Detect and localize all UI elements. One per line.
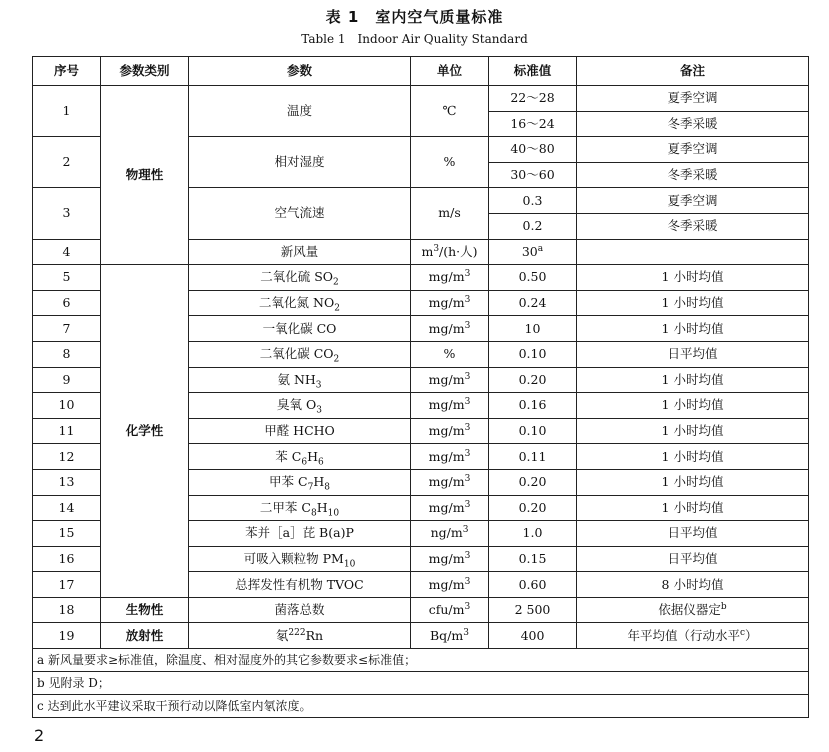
unit-cell: $m^3/(h\cdot$人): [411, 239, 489, 265]
param-cell: 氨 $NH_3$: [189, 367, 411, 393]
category-radioactive: 放射性: [101, 623, 189, 649]
remark-cell: 1 小时均值: [577, 393, 809, 419]
remark-cell: 1 小时均值: [577, 265, 809, 291]
remark-cell: 夏季空调: [577, 188, 809, 214]
value-cell: 10: [489, 316, 577, 342]
param-cell: 总挥发性有机物 TVOC: [189, 572, 411, 598]
remark-cell: 1 小时均值: [577, 316, 809, 342]
seq-cell: 4: [33, 239, 101, 265]
remark-cell: 1 小时均值: [577, 367, 809, 393]
unit-cell: $mg/m^3$: [411, 495, 489, 521]
param-cell: 相对湿度: [189, 137, 411, 188]
seq-cell: 3: [33, 188, 101, 239]
unit-cell: m/s: [411, 188, 489, 239]
seq-cell: 8: [33, 341, 101, 367]
seq-cell: 10: [33, 393, 101, 419]
table-subtitle: Table 1 Indoor Air Quality Standard: [301, 32, 528, 46]
param-cell: 菌落总数: [189, 597, 411, 623]
value-cell: 0.15: [489, 546, 577, 572]
remark-cell: 1 小时均值: [577, 418, 809, 444]
param-cell: 苯并［a］芘 B(a)P: [189, 521, 411, 547]
value-cell: 22～28: [489, 86, 577, 112]
header-seq: 序号: [33, 57, 101, 86]
value-cell: 30$^a$: [489, 239, 577, 265]
seq-cell: 13: [33, 469, 101, 495]
footnote-row: [33, 649, 809, 672]
param-cell: 苯 $C_6H_6$: [189, 444, 411, 470]
unit-cell: $mg/m^3$: [411, 444, 489, 470]
param-cell: 温度: [189, 86, 411, 137]
table-row: [33, 597, 809, 623]
seq-cell: 2: [33, 137, 101, 188]
remark-cell: 日平均值: [577, 546, 809, 572]
table-title: 表 1 室内空气质量标准: [325, 8, 504, 26]
param-cell: 甲醛 HCHO: [189, 418, 411, 444]
param-cell: 可吸入颗粒物 $PM_{10}$: [189, 546, 411, 572]
header-remark: 备注: [577, 57, 809, 86]
remark-cell: 8 小时均值: [577, 572, 809, 598]
unit-cell: $mg/m^3$: [411, 469, 489, 495]
unit-cell: $mg/m^3$: [411, 265, 489, 291]
value-cell: 0.16: [489, 393, 577, 419]
header-value: 标准值: [489, 57, 577, 86]
seq-cell: 19: [33, 623, 101, 649]
unit-cell: $mg/m^3$: [411, 546, 489, 572]
category-physical: 物理性: [101, 86, 189, 265]
value-cell: 400: [489, 623, 577, 649]
header-param: 参数: [189, 57, 411, 86]
remark-cell: 夏季空调: [577, 137, 809, 163]
param-cell: 氡$^{222}$Rn: [189, 623, 411, 649]
param-cell: 新风量: [189, 239, 411, 265]
remark-cell: 1 小时均值: [577, 444, 809, 470]
remark-cell: 依据仪器定$^b$: [577, 597, 809, 623]
value-cell: 1.0: [489, 521, 577, 547]
seq-cell: 11: [33, 418, 101, 444]
remark-cell: 年平均值（行动水平$^c$）: [577, 623, 809, 649]
value-cell: 2 500: [489, 597, 577, 623]
remark-cell: 日平均值: [577, 521, 809, 547]
footnote-c: c 达到此水平建议采取干预行动以降低室内氡浓度。: [33, 695, 809, 718]
param-cell: 空气流速: [189, 188, 411, 239]
unit-cell: $mg/m^3$: [411, 290, 489, 316]
value-cell: 0.2: [489, 213, 577, 239]
table-row: [33, 265, 809, 291]
category-biological: 生物性: [101, 597, 189, 623]
footnote-a: a 新风量要求≥标准值，除温度、相对湿度外的其它参数要求≤标准值；: [33, 649, 809, 672]
seq-cell: 15: [33, 521, 101, 547]
value-cell: 0.10: [489, 341, 577, 367]
unit-cell: %: [411, 137, 489, 188]
air-quality-table: [32, 56, 809, 718]
header-row: [33, 57, 809, 86]
seq-cell: 14: [33, 495, 101, 521]
value-cell: 0.50: [489, 265, 577, 291]
value-cell: 0.24: [489, 290, 577, 316]
unit-cell: $mg/m^3$: [411, 367, 489, 393]
footnote-row: [33, 672, 809, 695]
table-row: [33, 86, 809, 112]
value-cell: 0.20: [489, 495, 577, 521]
value-cell: 40～80: [489, 137, 577, 163]
unit-cell: ℃: [411, 86, 489, 137]
remark-cell: 冬季采暖: [577, 111, 809, 137]
remark-cell: 冬季采暖: [577, 162, 809, 188]
seq-cell: 9: [33, 367, 101, 393]
value-cell: 0.10: [489, 418, 577, 444]
seq-cell: 6: [33, 290, 101, 316]
footnote-b: b 见附录 D；: [33, 672, 809, 695]
param-cell: 臭氧 $O_3$: [189, 393, 411, 419]
value-cell: 0.20: [489, 469, 577, 495]
unit-cell: $mg/m^3$: [411, 316, 489, 342]
value-cell: 0.20: [489, 367, 577, 393]
seq-cell: 7: [33, 316, 101, 342]
param-cell: 二氧化氮 $NO_2$: [189, 290, 411, 316]
seq-cell: 5: [33, 265, 101, 291]
category-chemical: 化学性: [101, 265, 189, 598]
remark-cell: 1 小时均值: [577, 469, 809, 495]
footnote-row: [33, 695, 809, 718]
seq-cell: 17: [33, 572, 101, 598]
remark-cell: 1 小时均值: [577, 495, 809, 521]
value-cell: 0.11: [489, 444, 577, 470]
header-unit: 单位: [411, 57, 489, 86]
value-cell: 16～24: [489, 111, 577, 137]
value-cell: 0.60: [489, 572, 577, 598]
unit-cell: $Bq/m^3$: [411, 623, 489, 649]
remark-cell: 1 小时均值: [577, 290, 809, 316]
remark-cell: 冬季采暖: [577, 213, 809, 239]
seq-cell: 1: [33, 86, 101, 137]
table-row: [33, 623, 809, 649]
unit-cell: $mg/m^3$: [411, 418, 489, 444]
param-cell: 二氧化碳 $CO_2$: [189, 341, 411, 367]
unit-cell: $ng/m^3$: [411, 521, 489, 547]
param-cell: 甲苯 $C_7H_8$: [189, 469, 411, 495]
value-cell: 30～60: [489, 162, 577, 188]
unit-cell: %: [411, 341, 489, 367]
remark-cell: [577, 239, 809, 265]
remark-cell: 日平均值: [577, 341, 809, 367]
value-cell: 0.3: [489, 188, 577, 214]
unit-cell: cfu/$m^3$: [411, 597, 489, 623]
param-cell: 二甲苯 $C_8H_{10}$: [189, 495, 411, 521]
page-number: 2: [34, 726, 45, 745]
seq-cell: 16: [33, 546, 101, 572]
param-cell: 二氧化硫 $SO_2$: [189, 265, 411, 291]
header-category: 参数类别: [101, 57, 189, 86]
param-cell: 一氧化碳 CO: [189, 316, 411, 342]
unit-cell: $mg/m^3$: [411, 572, 489, 598]
remark-cell: 夏季空调: [577, 86, 809, 112]
unit-cell: $mg/m^3$: [411, 393, 489, 419]
seq-cell: 12: [33, 444, 101, 470]
seq-cell: 18: [33, 597, 101, 623]
